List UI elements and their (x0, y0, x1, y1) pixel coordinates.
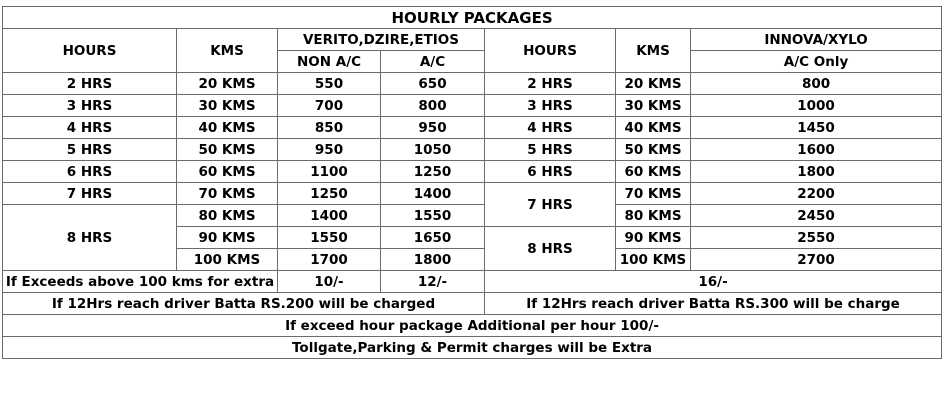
header-hours-left: HOURS (3, 29, 177, 73)
left-non-ac-cell: 950 (278, 139, 381, 161)
header-ac: A/C (381, 51, 485, 73)
header-hours-right: HOURS (485, 29, 616, 73)
header-non-ac: NON A/C (278, 51, 381, 73)
right-kms-cell: 20 KMS (616, 73, 691, 95)
left-ac-cell: 800 (381, 95, 485, 117)
header-ac-only: A/C Only (691, 51, 942, 73)
right-hours-cell: 7 HRS (485, 183, 616, 227)
extra-km-label: If Exceeds above 100 kms for extra (3, 271, 278, 293)
right-ac-cell: 2450 (691, 205, 942, 227)
header-kms-right: KMS (616, 29, 691, 73)
title-row (3, 7, 942, 29)
left-ac-cell: 1250 (381, 161, 485, 183)
table-row (3, 161, 942, 183)
header-group-right: INNOVA/XYLO (691, 29, 942, 51)
left-hours-cell: 6 HRS (3, 161, 177, 183)
left-non-ac-cell: 1250 (278, 183, 381, 205)
left-non-ac-cell: 1100 (278, 161, 381, 183)
left-non-ac-cell: 700 (278, 95, 381, 117)
table-row (3, 73, 942, 95)
right-kms-cell: 90 KMS (616, 227, 691, 249)
left-ac-cell: 950 (381, 117, 485, 139)
left-ac-cell: 1400 (381, 183, 485, 205)
left-non-ac-cell: 1700 (278, 249, 381, 271)
left-hours-cell: 7 HRS (3, 183, 177, 205)
right-kms-cell: 60 KMS (616, 161, 691, 183)
left-hours-cell: 5 HRS (3, 139, 177, 161)
left-kms-cell: 90 KMS (177, 227, 278, 249)
left-hours-cell: 8 HRS (3, 205, 177, 271)
header-row-1 (3, 29, 942, 51)
batta-row (3, 293, 942, 315)
right-kms-cell: 30 KMS (616, 95, 691, 117)
left-ac-cell: 1050 (381, 139, 485, 161)
left-hours-cell: 3 HRS (3, 95, 177, 117)
left-ac-cell: 1650 (381, 227, 485, 249)
right-ac-cell: 2550 (691, 227, 942, 249)
batta-left: If 12Hrs reach driver Batta RS.200 will be charged (3, 293, 485, 315)
left-ac-cell: 650 (381, 73, 485, 95)
right-hours-cell: 4 HRS (485, 117, 616, 139)
note-row (3, 337, 942, 359)
table-row (3, 95, 942, 117)
left-kms-cell: 30 KMS (177, 95, 278, 117)
right-hours-cell: 3 HRS (485, 95, 616, 117)
left-kms-cell: 60 KMS (177, 161, 278, 183)
left-kms-cell: 50 KMS (177, 139, 278, 161)
right-kms-cell: 80 KMS (616, 205, 691, 227)
extra-km-ac: 12/- (381, 271, 485, 293)
extra-km-row (3, 271, 942, 293)
right-ac-cell: 800 (691, 73, 942, 95)
extra-km-innova: 16/- (485, 271, 942, 293)
table-title: HOURLY PACKAGES (3, 7, 942, 29)
right-kms-cell: 100 KMS (616, 249, 691, 271)
note-row (3, 315, 942, 337)
left-kms-cell: 80 KMS (177, 205, 278, 227)
right-kms-cell: 70 KMS (616, 183, 691, 205)
left-kms-cell: 20 KMS (177, 73, 278, 95)
left-hours-cell: 4 HRS (3, 117, 177, 139)
right-ac-cell: 2700 (691, 249, 942, 271)
right-hours-cell: 5 HRS (485, 139, 616, 161)
left-kms-cell: 100 KMS (177, 249, 278, 271)
header-group-left: VERITO,DZIRE,ETIOS (278, 29, 485, 51)
right-ac-cell: 1000 (691, 95, 942, 117)
table-row (3, 117, 942, 139)
table-row (3, 183, 942, 205)
right-hours-cell: 2 HRS (485, 73, 616, 95)
left-non-ac-cell: 1400 (278, 205, 381, 227)
right-ac-cell: 1450 (691, 117, 942, 139)
note-additional-hour: If exceed hour package Additional per hour 100/- (3, 315, 942, 337)
right-kms-cell: 50 KMS (616, 139, 691, 161)
right-hours-cell: 8 HRS (485, 227, 616, 271)
note-tollgate: Tollgate,Parking & Permit charges will be Extra (3, 337, 942, 359)
right-ac-cell: 1800 (691, 161, 942, 183)
right-ac-cell: 2200 (691, 183, 942, 205)
left-kms-cell: 70 KMS (177, 183, 278, 205)
left-non-ac-cell: 850 (278, 117, 381, 139)
extra-km-non-ac: 10/- (278, 271, 381, 293)
left-ac-cell: 1800 (381, 249, 485, 271)
right-ac-cell: 1600 (691, 139, 942, 161)
batta-right: If 12Hrs reach driver Batta RS.300 will be charge (485, 293, 942, 315)
table-row (3, 139, 942, 161)
left-hours-cell: 2 HRS (3, 73, 177, 95)
left-non-ac-cell: 550 (278, 73, 381, 95)
right-hours-cell: 6 HRS (485, 161, 616, 183)
left-ac-cell: 1550 (381, 205, 485, 227)
header-kms-left: KMS (177, 29, 278, 73)
left-kms-cell: 40 KMS (177, 117, 278, 139)
hourly-packages-table (2, 6, 942, 359)
table-row (3, 205, 942, 227)
left-non-ac-cell: 1550 (278, 227, 381, 249)
right-kms-cell: 40 KMS (616, 117, 691, 139)
